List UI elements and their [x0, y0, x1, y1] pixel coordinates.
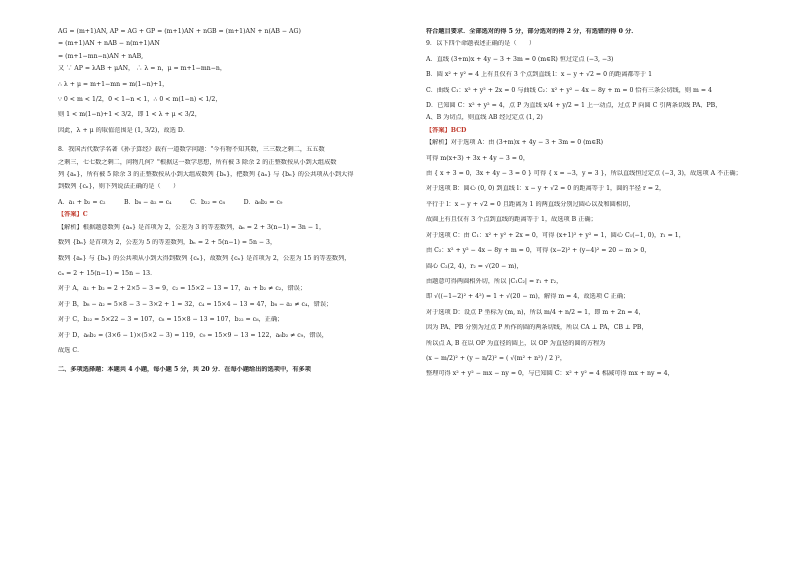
question-8-stem: 8．我国古代数学名著《孙子算经》载有一道数学问题："今有物不知其数，三三数之剩二，五五数 [58, 146, 325, 154]
question-8-stem: 列 {aₙ}，所有被 5 除余 3 的正整数按从小到大组成数列 {bₙ}，把数列 {aₙ} 与 {bₙ} 的公共项从小到大得 [58, 171, 354, 179]
solution-line: 由 C₂：x² + y² − 4x − 8y + m = 0，可得 (x−2)² + (y−4)² = 20 − m > 0， [426, 247, 651, 255]
solution-line: 平行于 l：x − y + √2 = 0 且距离为 1 的两直线分别过圆心以及和圆相切， [426, 200, 635, 208]
question-9-option-d: D．已知圆 C：x² + y² = 4，点 P 为直线 x/4 + y/2 = 1 上一动点，过点 P 向圆 C 引两条切线 PA、PB， [426, 102, 722, 110]
question-9-option-b: B．圆 x² + y² = 4 上有且仅有 3 个点到直线 l：x − y + √2 = 0 的距离都等于 1 [426, 71, 653, 79]
solution-line: 【解析】对于选项 A：由 (3+m)x + 4y − 3 + 3m = 0 (m∈R) [426, 139, 604, 147]
right-column [426, 28, 771, 378]
text-line: ∴ λ + μ = m+1−mn = m(1−n)+1， [58, 80, 169, 88]
text-line: = (m+1)AN + nAB − n(m+1)AN [58, 40, 160, 48]
solution-line: 圆心 C₂(2, 4)，r₂ = √(20 − m)， [426, 262, 523, 270]
solution-line: 数列 {aₙ} 与 {bₙ} 的公共项从小到大得到数列 {cₙ}，故数列 {cₙ} 是首项为 2，公差为 15 的等差数列， [58, 254, 351, 262]
solution-line: 对于 C，b₂₂ = 5×22 − 3 = 107，c₈ = 15×8 − 13 = 107，b₂₂ = c₈，正确； [58, 316, 284, 324]
text-line: 则 1 < m(1−n)+1 < 3/2，即 1 < λ + μ < 3/2， [58, 111, 201, 119]
question-9-option-d: A、B 为切点，则直线 AB 经过定点 (1, 2) [426, 114, 543, 122]
solution-line: 对于 B，b₈ − a₂ = 5×8 − 3 − 3×2 + 1 = 32，c₄ = 15×4 − 13 = 47，b₈ − a₂ ≠ c₄，错误； [58, 300, 333, 308]
question-9-stem: 9．以下四个命题表述正确的是（ ） [426, 40, 536, 48]
solution-line: 故选 C． [58, 346, 84, 354]
solution-line: 所以点 A, B 在以 OP 为直径的圆上，以 OP 为直径的圆的方程为 [426, 339, 606, 347]
solution-line: 因为 PA、PB 分别为过点 P 所作的圆的两条切线，所以 CA ⊥ PA，CB ⊥ PB， [426, 324, 648, 332]
answer-label: 【答案】BCD [426, 126, 467, 134]
solution-line: 由题意可得两圆相外切，所以 |C₁C₂| = r₁ + r₂， [426, 277, 563, 285]
solution-line: 对于选项 B：圆心 (0, 0) 到直线 l：x − y + √2 = 0 的距离等于 1，圆的半径 r = 2， [426, 185, 666, 193]
text-line: 又 ∵ AP = λAB + μAN， ∴ λ = n，μ = m+1−mn−n， [58, 65, 227, 73]
solution-line: 数列 {bₙ} 是首项为 2，公差为 5 的等差数列，bₙ = 2 + 5(n−1) = 5n − 3， [58, 239, 277, 247]
text-line: 因此，λ + μ 的取值范围是 (1, 3/2)，故选 D． [58, 126, 190, 134]
solution-line: 对于 D，a₆b₂ = (3×6 − 1)×(5×2 − 3) = 119，c₉ = 15×9 − 13 = 122，a₆b₂ ≠ c₉，错误， [58, 331, 328, 339]
question-8-stem: 到数列 {cₙ}，则下列说法正确的是（ ） [58, 183, 180, 191]
solution-line: 由 { x + 3 = 0，3x + 4y − 3 = 0 } 可得 { x = −3，y = 3 }，所以直线恒过定点 (−3, 3)，故选项 A 不正确； [426, 170, 742, 178]
solution-line: 整理可得 x² + y² − mx − ny = 0，与已知圆 C：x² + y² = 4 相减可得 mx + ny = 4， [426, 370, 674, 378]
solution-line: 对于选项 C：由 C₁：x² + y² + 2x = 0，可得 (x+1)² + y² = 1，圆心 C₁(−1, 0)，r₁ = 1， [426, 231, 685, 239]
solution-line: (x − m/2)² + (y − n/2)² = ( √(m² + n²) / 2 )²， [426, 354, 567, 362]
solution-line: 故圆上有且仅有 3 个点到直线的距离等于 1，故选项 B 正确； [426, 216, 597, 224]
solution-line: cₙ = 2 + 15(n−1) = 15n − 13． [58, 269, 157, 277]
text-line: ∵ 0 < m < 1/2，0 < 1−n < 1，∴ 0 < m(1−n) < 1/2， [58, 96, 222, 104]
solution-line: 对于 A，a₁ + b₂ = 2 + 2×5 − 3 = 9，c₂ = 15×2 − 13 = 17，a₁ + b₂ ≠ c₂，错误； [58, 285, 307, 293]
text-line: AG = (m+1)AN, AP = AG + GP = (m+1)AN + nGB = (m+1)AN + n(AB − AG) [58, 28, 301, 35]
section-heading-continued: 符合题目要求．全部选对的得 5 分，部分选对的得 2 分，有选错的得 0 分． [426, 28, 638, 35]
text-line: = (m+1−mn−n)AN + nAB, [58, 52, 144, 60]
question-8-options: A．a₁ + b₂ = c₂ B．b₈ − a₂ = c₄ C．b₂₂ = c₈ D．a₆b₂ = c₉ [58, 198, 283, 206]
answer-label: 【答案】C [58, 211, 88, 219]
question-9-option-a: A．直线 (3+m)x + 4y − 3 + 3m = 0 (m∈R) 恒过定点 (−3, −3) [426, 55, 614, 63]
solution-line: 【解析】根据题意数列 {aₙ} 是首项为 2，公差为 3 的等差数列，aₙ = 2 + 3(n−1) = 3n − 1， [58, 223, 326, 231]
question-8-stem: 之剩三，七七数之剩二，问物几何？"根据这一数学思想，所有被 3 除余 2 的正整数按从小到大组成数 [58, 158, 337, 166]
solution-line: 即 √((−1−2)² + 4²) = 1 + √(20 − m)，解得 m = 4，故选项 C 正确； [426, 293, 630, 301]
question-9-option-c: C．曲线 C₁：x² + y² + 2x = 0 与曲线 C₂：x² + y² − 4x − 8y + m = 0 恰有三条公切线，则 m = 4 [426, 86, 712, 94]
solution-line: 可得 m(x+3) + 3x + 4y − 3 = 0， [426, 154, 530, 162]
section-heading: 二、多项选择题：本题共 4 小题，每小题 5 分，共 20 分．在每小题给出的选项中，有多项 [58, 366, 311, 374]
left-column [58, 28, 403, 374]
solution-line: 对于选项 D：设点 P 坐标为 (m, n)，所以 m/4 + n/2 = 1，即 m + 2n = 4， [426, 308, 645, 316]
